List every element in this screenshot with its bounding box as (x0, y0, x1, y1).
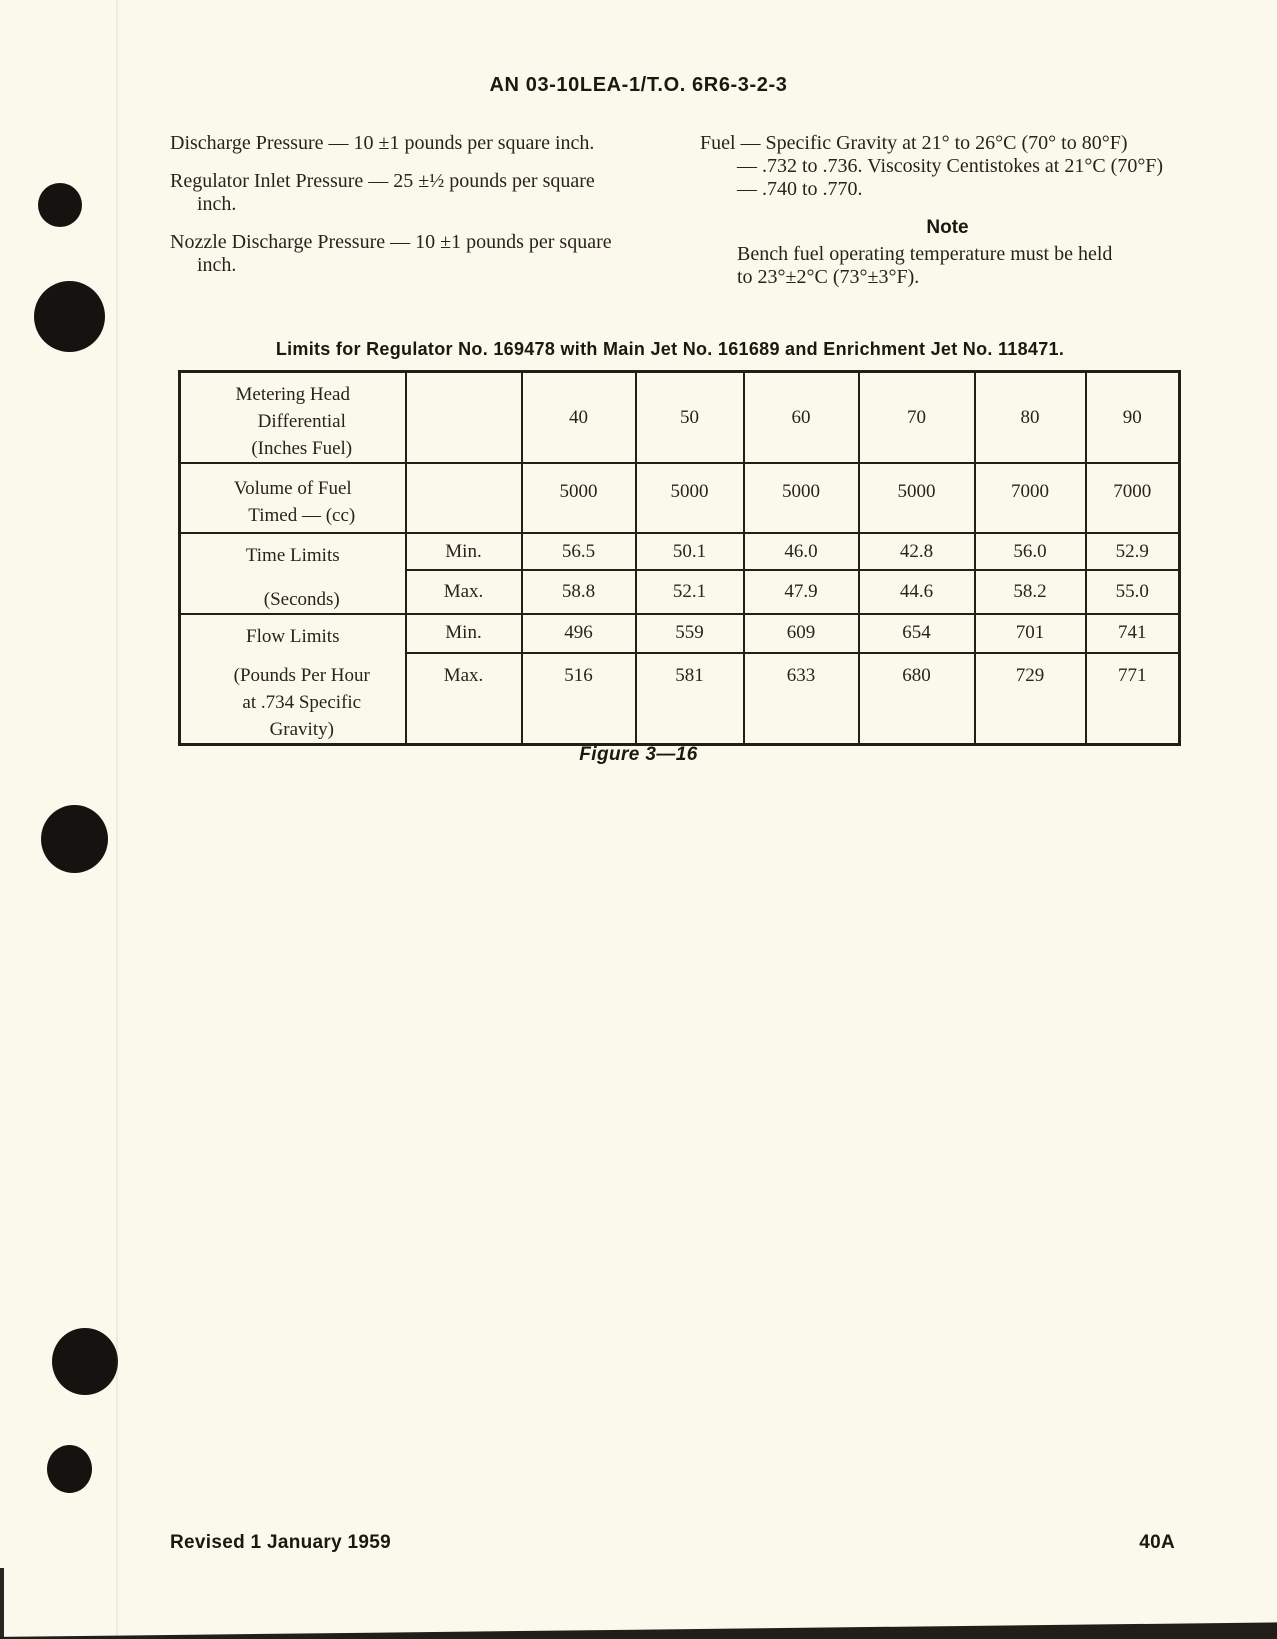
table-row-metering-head (180, 372, 1180, 464)
table-cell: 654 (859, 614, 975, 653)
table-cell: 633 (744, 653, 859, 745)
spec-line: inch. (197, 254, 237, 276)
fuel-spec-column (700, 132, 1195, 289)
table-cell: 40 (522, 372, 636, 464)
table-cell: 60 (744, 372, 859, 464)
note-title: Note (926, 217, 969, 238)
table-row-volume (180, 463, 1180, 533)
limits-table (178, 370, 1181, 746)
note-block (700, 216, 1195, 289)
table-row-flow-min (180, 614, 1180, 653)
page-header-code: AN 03-10LEA-1/T.O. 6R6-3-2-3 (489, 74, 788, 96)
table-cell: 56.5 (522, 533, 636, 570)
table-cell: 90 (1086, 372, 1180, 464)
spec-fuel (700, 132, 1195, 201)
flow-sublabel: (Pounds Per Hour at .734 Specific Gravity) (233, 665, 370, 740)
footer-revision-date: Revised 1 January 1959 (170, 1532, 392, 1553)
table-cell: 58.2 (975, 570, 1086, 614)
pressure-specs-column (170, 132, 675, 292)
hole-punch-dot (52, 1328, 118, 1395)
table-cell: 609 (744, 614, 859, 653)
row-label-metering-head: Metering Head Differential (Inches Fuel) (180, 372, 406, 464)
table-cell: 5000 (859, 463, 975, 533)
table-cell: 46.0 (744, 533, 859, 570)
table-cell: 729 (975, 653, 1086, 745)
table-cell: 741 (1086, 614, 1180, 653)
spec-discharge-pressure (170, 132, 675, 155)
table-cell: 50.1 (636, 533, 744, 570)
table-title: Limits for Regulator No. 169478 with Main Jet No. 161689 and Enrichment Jet No. 118471. (275, 339, 1065, 359)
spec-line: — .732 to .736. Viscosity Centistokes at 21°C (70°F) (737, 155, 1164, 177)
table-cell: 50 (636, 372, 744, 464)
footer-page-number: 40A (1139, 1532, 1175, 1553)
spec-regulator-inlet-pressure (170, 170, 675, 216)
row-label-flow-limits: Flow Limits (Pounds Per Hour at .734 Specific Gravity) (180, 614, 406, 745)
table-cell: 5000 (636, 463, 744, 533)
table-cell: 496 (522, 614, 636, 653)
row-label-volume: Volume of Fuel Timed — (cc) (180, 463, 406, 533)
spec-nozzle-discharge-pressure (170, 231, 675, 277)
table-cell: 52.1 (636, 570, 744, 614)
empty-cell (406, 463, 522, 533)
page-crease-line (116, 0, 118, 1639)
spec-line: Discharge Pressure — 10 ±1 pounds per square inch. (170, 132, 595, 154)
table-cell: 5000 (522, 463, 636, 533)
hole-punch-dot (47, 1445, 92, 1493)
note-line: to 23°±2°C (73°±3°F). (737, 266, 920, 288)
table-cell: 56.0 (975, 533, 1086, 570)
scan-edge-left (0, 1568, 4, 1639)
figure-caption: Figure 3—16 (579, 744, 698, 765)
hole-punch-dot (34, 281, 105, 352)
spec-line: Regulator Inlet Pressure — 25 ±½ pounds per square (170, 170, 595, 192)
table-cell: 55.0 (1086, 570, 1180, 614)
minmax-label: Max. (406, 653, 522, 745)
row-label-time-limits: Time Limits (Seconds) (180, 533, 406, 614)
table-cell: 42.8 (859, 533, 975, 570)
table-cell: 7000 (975, 463, 1086, 533)
scan-edge-bottom (0, 1622, 1277, 1639)
table-cell: 581 (636, 653, 744, 745)
table-cell: 559 (636, 614, 744, 653)
table-cell: 58.8 (522, 570, 636, 614)
table-cell: 7000 (1086, 463, 1180, 533)
empty-cell (406, 372, 522, 464)
table-cell: 516 (522, 653, 636, 745)
spec-line: — .740 to .770. (737, 178, 863, 200)
table-cell: 5000 (744, 463, 859, 533)
minmax-label: Min. (406, 614, 522, 653)
hole-punch-dot (38, 183, 82, 227)
table-cell: 52.9 (1086, 533, 1180, 570)
hole-punch-dot (41, 805, 108, 873)
minmax-label: Max. (406, 570, 522, 614)
spec-line: Fuel — Specific Gravity at 21° to 26°C (70° to 80°F) (700, 132, 1128, 154)
table-cell: 771 (1086, 653, 1180, 745)
table-cell: 80 (975, 372, 1086, 464)
table-row-time-min (180, 533, 1180, 570)
limits-table-container (178, 370, 1181, 746)
table-cell: 70 (859, 372, 975, 464)
table-cell: 44.6 (859, 570, 975, 614)
table-cell: 701 (975, 614, 1086, 653)
minmax-label: Min. (406, 533, 522, 570)
spec-line: Nozzle Discharge Pressure — 10 ±1 pounds per square (170, 231, 612, 253)
table-cell: 47.9 (744, 570, 859, 614)
note-line: Bench fuel operating temperature must be held (737, 243, 1113, 265)
table-cell: 680 (859, 653, 975, 745)
spec-line: inch. (197, 193, 237, 215)
